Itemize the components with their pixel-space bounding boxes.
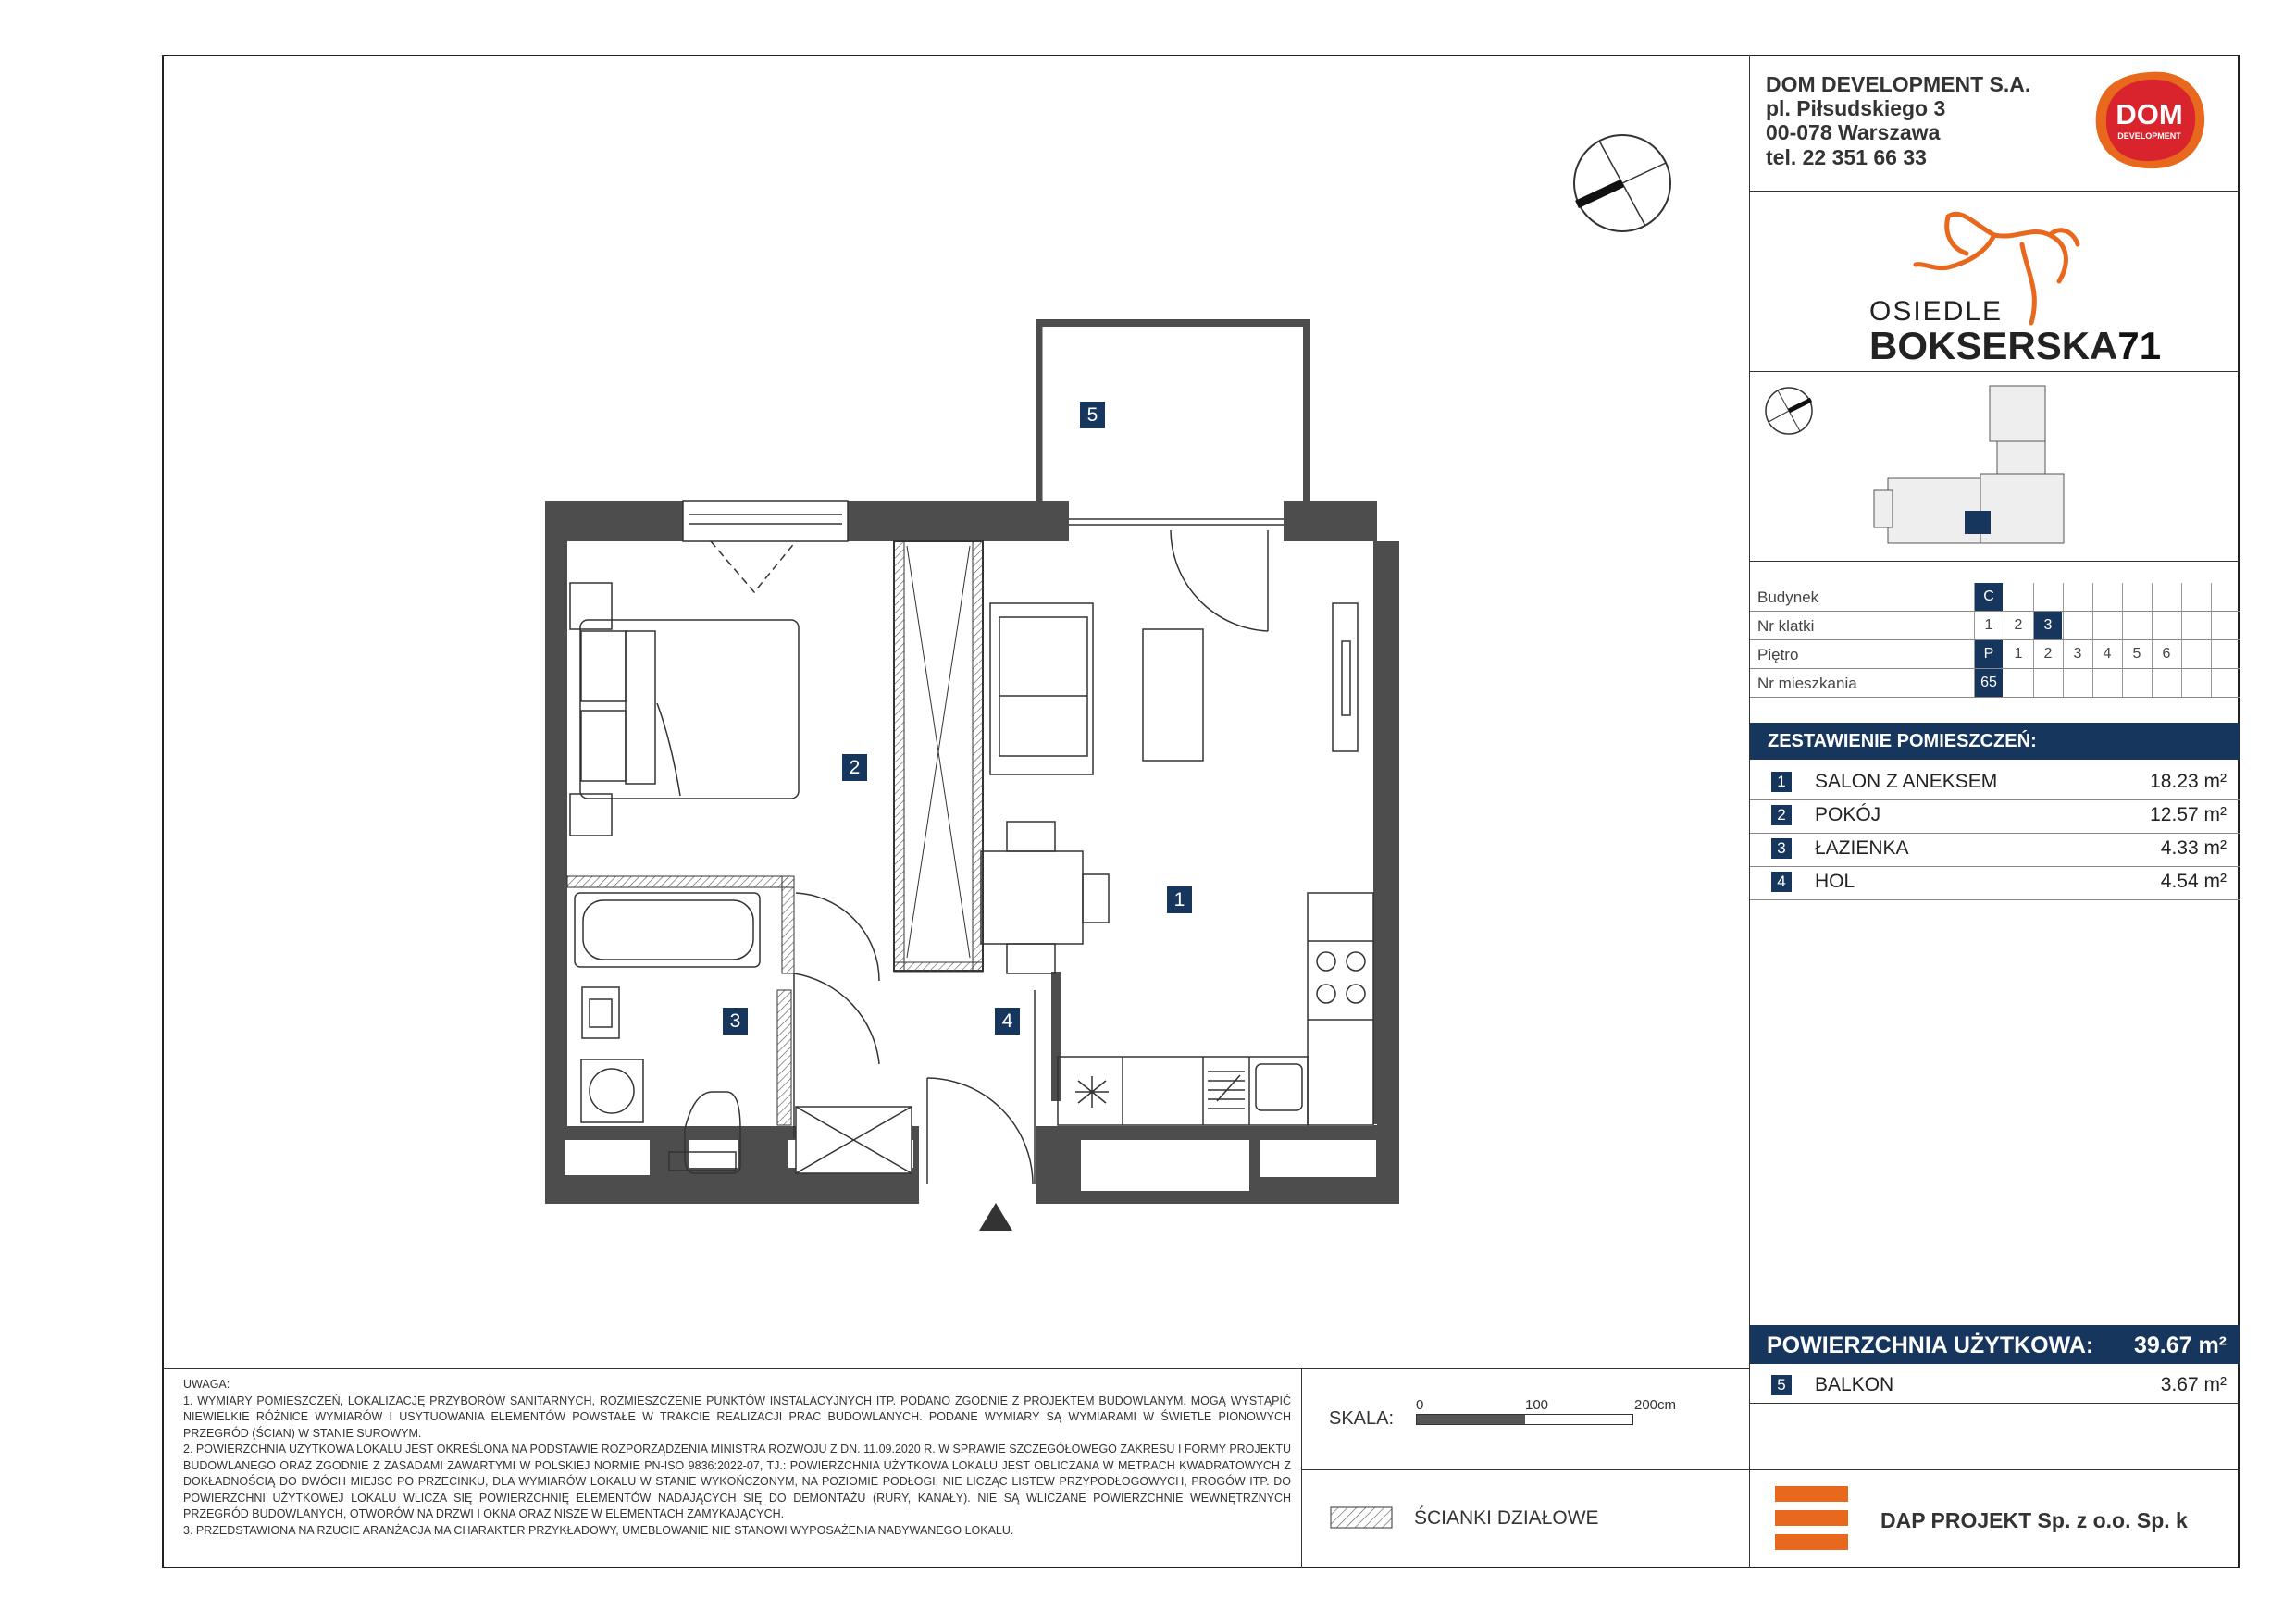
- info-cell: [2122, 612, 2151, 639]
- info-cell: [2092, 669, 2121, 697]
- info-cell: 3: [2033, 612, 2062, 639]
- scale-label: SKALA:: [1329, 1408, 1395, 1429]
- info-cell: 2: [2004, 612, 2032, 639]
- info-cell: P: [1974, 640, 2003, 668]
- info-label: Piętro: [1757, 646, 1799, 663]
- info-cell: 6: [2152, 640, 2180, 668]
- project-line1: OSIEDLE: [1869, 296, 2004, 327]
- scale-bar: [1416, 1414, 1633, 1425]
- project-line2: BOKSERSKA71: [1869, 324, 2162, 367]
- info-cell: [2211, 583, 2240, 611]
- notes: [183, 1377, 1291, 1539]
- info-cell: [2211, 640, 2240, 668]
- info-cell: [2152, 583, 2180, 611]
- info-cell: 65: [1974, 669, 2003, 697]
- total-band: [1750, 1325, 2240, 1364]
- info-cell: 4: [2092, 640, 2121, 668]
- plan-label-5: 5: [1080, 402, 1105, 428]
- info-cell: [2181, 583, 2210, 611]
- balcony-row: [1750, 1369, 2240, 1403]
- room-name: HOL: [1815, 871, 1855, 892]
- info-cell: [2092, 612, 2121, 639]
- dom-logo: [2091, 68, 2207, 172]
- balcony-area: 3.67 m²: [2160, 1374, 2227, 1395]
- scale-tick-200: 200cm: [1634, 1397, 1677, 1413]
- room-area: 4.33 m²: [2160, 837, 2227, 859]
- info-cell: [2211, 669, 2240, 697]
- room-num: 4: [1771, 872, 1792, 892]
- info-cell: [2033, 583, 2062, 611]
- company-city: 00-078 Warszawa: [1766, 120, 1941, 144]
- info-cell: 5: [2122, 640, 2151, 668]
- info-label: Nr mieszkania: [1757, 675, 1857, 692]
- info-cell: [2152, 612, 2180, 639]
- plan-label-2: 2: [842, 754, 867, 781]
- info-label: Budynek: [1757, 588, 1819, 606]
- info-cell: [2033, 669, 2062, 697]
- room-area: 18.23 m²: [2150, 771, 2227, 792]
- room-row: [1750, 833, 2240, 867]
- compass-small-icon: [1763, 383, 1818, 439]
- info-cell: [2181, 612, 2210, 639]
- info-cell: [2122, 669, 2151, 697]
- entry-arrow-icon: [979, 1203, 1012, 1231]
- room-num: 1: [1771, 772, 1792, 792]
- info-cell: [2063, 669, 2091, 697]
- balcony-name: BALKON: [1815, 1374, 1894, 1395]
- rooms-heading: ZESTAWIENIE POMIESZCZEŃ:: [1750, 723, 2240, 760]
- room-num: 2: [1771, 805, 1792, 825]
- dom-logo-sub: DEVELOPMENT: [2117, 131, 2181, 141]
- room-row: [1750, 799, 2240, 834]
- plan-label-1: 1: [1167, 886, 1192, 913]
- notes-title: UWAGA:: [183, 1378, 230, 1391]
- room-area: 4.54 m²: [2160, 871, 2227, 892]
- info-cell: [2122, 583, 2151, 611]
- info-cell: [2152, 669, 2180, 697]
- room-row: [1750, 766, 2240, 800]
- dom-logo-text: DOM: [2116, 98, 2183, 130]
- info-cell: [2004, 669, 2032, 697]
- room-row: [1750, 866, 2240, 900]
- info-cell: [2004, 583, 2032, 611]
- info-cell: [2181, 640, 2210, 668]
- balcony-outline: [1036, 319, 1310, 501]
- room-area: 12.57 m²: [2150, 804, 2227, 825]
- room-name: POKÓJ: [1815, 804, 1881, 825]
- plan-label-4: 4: [995, 1008, 1020, 1035]
- key-plan: [1869, 381, 2082, 552]
- info-cell: C: [1974, 583, 2003, 611]
- scale-tick-100: 100: [1525, 1397, 1549, 1413]
- note-item: 1. WYMIARY POMIESZCZEŃ, LOKALIZACJĘ PRZYBORÓW SANITARNYCH, ROZMIESZCZENIE PUNKTÓW INSTALACYJNYCH ITP. PODANO ZGODNIE Z PROJEKTEM BUDOWLANYM. MOGĄ WYSTĄPIĆ NIEWIELKIE RÓŻNICE WYMIARÓW I USYTUOWANIA ELEMENTÓW POWSTAŁE W TRAKCIE REALIZACJI PRAC BUDOWLANYCH. PODANE WYMIARY SĄ WYMIARAMI W ŚWIETLE PIONOWYCH PRZEGRÓD (ŚCIAN) W STANIE SUROWYM.: [183, 1394, 1291, 1440]
- company-street: pl. Piłsudskiego 3: [1766, 96, 1946, 120]
- info-cell: [2063, 612, 2091, 639]
- room-name: SALON Z ANEKSEM: [1815, 771, 1998, 792]
- info-cell: [2092, 583, 2121, 611]
- legend-label: ŚCIANKI DZIAŁOWE: [1414, 1507, 1599, 1529]
- room-num: 3: [1771, 838, 1792, 859]
- total-value: 39.67 m²: [2133, 1332, 2227, 1358]
- info-cell: [2063, 583, 2091, 611]
- room-name: ŁAZIENKA: [1815, 837, 1909, 859]
- info-cell: [2181, 669, 2210, 697]
- info-label: Nr klatki: [1757, 617, 1815, 635]
- total-label: POWIERZCHNIA UŻYTKOWA:: [1767, 1332, 2094, 1358]
- info-cell: 3: [2063, 640, 2091, 668]
- info-cell: 1: [1974, 612, 2003, 639]
- designer-name: DAP PROJEKT Sp. z o.o. Sp. k: [1880, 1508, 2188, 1532]
- note-item: 2. POWIERZCHNIA UŻYTKOWA LOKALU JEST OKREŚLONA NA PODSTAWIE ROZPORZĄDZENIA MINISTRA ROZWOJU Z DN. 11.09.2020 R. W SPRAWIE SZCZEGÓŁOWEGO ZAKRESU I FORMY PROJEKTU BUDOWLANEGO ORAZ ZGODNIE Z ZASADAMI ZAWARTYMI W POLSKIEJ NORMIE PN-ISO 9836:2022-07, TJ.: POWIERZCHNIA UŻYTKOWA LOKALU JEST OBLICZANA W METRACH KWADRATOWYCH Z DOKŁADNOŚCIĄ DO DWÓCH MIEJSC PO PRZECINKU, DLA WYMIARÓW LOKALU W STANIE WYKOŃCZONYM, NA POZIOMIE PODŁOGI, NIE LICZĄC LISTEW PRZYPODŁOGOWYCH, PROGÓW ITP. DO POWIERZCHNI UŻYTKOWEJ LOKALU WLICZA SIĘ POWIERZCHNIĘ ELEMENTÓW NADAJĄCYCH SIĘ DO DEMONTAŻU (RURY, KANAŁY). NIE SĄ WLICZANE POWIERZCHNIE WEWNĘTRZNYCH PRZEGRÓD BUDOWLANYCH, OTWORÓW NA DRZWI I OKNA ORAZ NISZE W ELEMENTACH ZAMYKAJĄCYCH.: [183, 1443, 1291, 1520]
- compass-icon: [1574, 135, 1670, 231]
- plan-label-3: 3: [723, 1008, 748, 1035]
- dap-logo: [1775, 1486, 1848, 1551]
- scale-tick-0: 0: [1416, 1397, 1424, 1413]
- company-name: DOM DEVELOPMENT S.A.: [1766, 72, 2031, 96]
- note-item: 3. PRZEDSTAWIONA NA RZUCIE ARANŻACJA MA CHARAKTER PRZYKŁADOWY, UMEBLOWANIE NIE STANOWI WYPOSAŻENIA NABYWANEGO LOKALU.: [183, 1523, 1014, 1537]
- balcony-num: 5: [1771, 1375, 1792, 1395]
- company-phone: tel. 22 351 66 33: [1766, 145, 1927, 169]
- legend-hatch: [1330, 1506, 1395, 1530]
- info-cell: 2: [2033, 640, 2062, 668]
- info-cell: [2211, 612, 2240, 639]
- info-cell: 1: [2004, 640, 2032, 668]
